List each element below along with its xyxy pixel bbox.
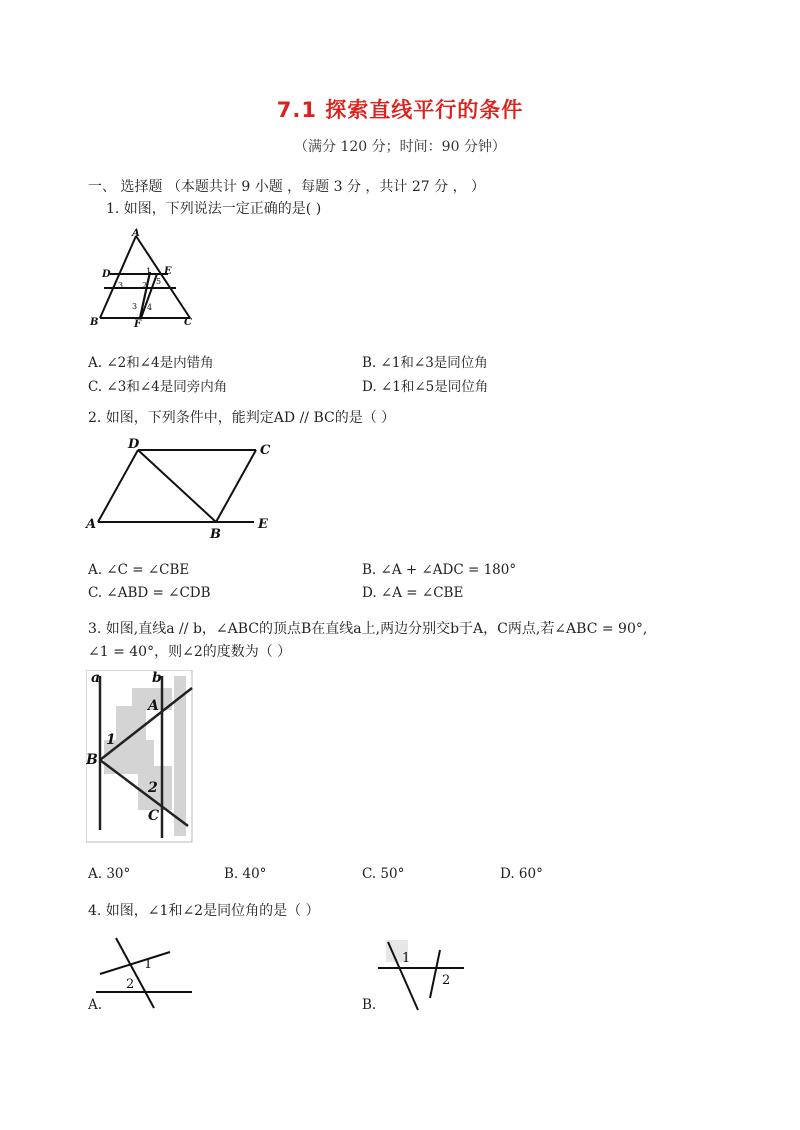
- question-3-stem-line2: ∠1 = 40°，则∠2的度数为（ ）: [88, 644, 292, 660]
- q1-angle-3b: 3: [132, 302, 138, 311]
- question-2-stem: 2. 如图，下列条件中，能判定AD // BC的是（ ）: [88, 410, 396, 426]
- q1-label-a: A: [132, 228, 140, 239]
- q4a-angle-1: 1: [144, 957, 153, 972]
- q2-label-b: B: [210, 527, 221, 542]
- question-1-option-d[interactable]: D. ∠1和∠5是同位角: [362, 379, 489, 395]
- question-3-figure: [86, 670, 194, 844]
- question-1-stem: 1. 如图，下列说法一定正确的是( ): [106, 201, 322, 217]
- q1-angle-1: 1: [146, 267, 152, 276]
- question-3-stem-line1: 3. 如图,直线a // b，∠ABC的顶点B在直线a上,两边分别交b于A，C两点,若∠ABC = 90°,: [88, 621, 648, 637]
- q2-label-a: A: [86, 517, 97, 532]
- question-1-option-a[interactable]: A. ∠2和∠4是内错角: [88, 355, 214, 371]
- page-subtitle: （满分 120 分；时间：90 分钟）: [294, 139, 506, 155]
- question-1-option-c[interactable]: C. ∠3和∠4是同旁内角: [88, 379, 228, 395]
- q1-label-b: B: [90, 317, 99, 328]
- q3-label-c-point: C: [148, 808, 160, 824]
- question-4-stem: 4. 如图，∠1和∠2是同位角的是（ ）: [88, 903, 320, 919]
- q3-angle-1: 1: [106, 732, 116, 748]
- q1-angle-3a: 3: [118, 281, 124, 290]
- question-4-figure-a: [96, 934, 196, 1010]
- q1-label-c: C: [184, 317, 192, 328]
- q3-angle-2: 2: [148, 780, 158, 796]
- q4b-angle-1: 1: [402, 951, 411, 966]
- question-3-option-a[interactable]: A. 30°: [88, 866, 131, 882]
- question-1-option-b[interactable]: B. ∠1和∠3是同位角: [362, 355, 488, 371]
- question-2-option-b[interactable]: B. ∠A + ∠ADC = 180°: [362, 562, 517, 578]
- question-2-figure: [84, 434, 284, 542]
- question-4-option-b[interactable]: B.: [362, 997, 377, 1013]
- q1-label-d: D: [102, 269, 111, 280]
- q1-angle-4: 4: [147, 303, 153, 312]
- question-2-option-a[interactable]: A. ∠C = ∠CBE: [88, 562, 190, 578]
- question-2-option-c[interactable]: C. ∠ABD = ∠CDB: [88, 585, 211, 601]
- q2-label-c: C: [260, 443, 271, 458]
- q4b-angle-2: 2: [442, 973, 451, 988]
- question-3-option-b[interactable]: B. 40°: [224, 866, 267, 882]
- q2-label-e: E: [258, 517, 268, 532]
- q3-label-b-point: B: [86, 752, 98, 768]
- q1-angle-2: 2: [142, 281, 148, 290]
- section-heading: 一、 选择题 （本题共计 9 小题 ，每题 3 分 ，共计 27 分 ， ）: [88, 179, 486, 195]
- q4a-angle-2: 2: [126, 977, 135, 992]
- q1-label-e: E: [164, 266, 172, 277]
- question-4-option-a[interactable]: A.: [88, 997, 103, 1013]
- q2-label-d: D: [128, 437, 140, 452]
- page-title: 7.1 探索直线平行的条件: [276, 98, 524, 122]
- q3-label-a-line: a: [91, 670, 101, 686]
- q1-label-f: F: [134, 319, 142, 328]
- question-2-option-d[interactable]: D. ∠A = ∠CBE: [362, 585, 464, 601]
- question-3-option-c[interactable]: C. 50°: [362, 866, 405, 882]
- q1-angle-5: 5: [156, 277, 162, 286]
- question-1-figure: [84, 226, 204, 328]
- question-4-figure-b: [376, 938, 468, 1014]
- question-3-option-d[interactable]: D. 60°: [500, 866, 543, 882]
- q3-label-a-point: A: [148, 698, 159, 714]
- q3-label-b-line: b: [152, 670, 162, 686]
